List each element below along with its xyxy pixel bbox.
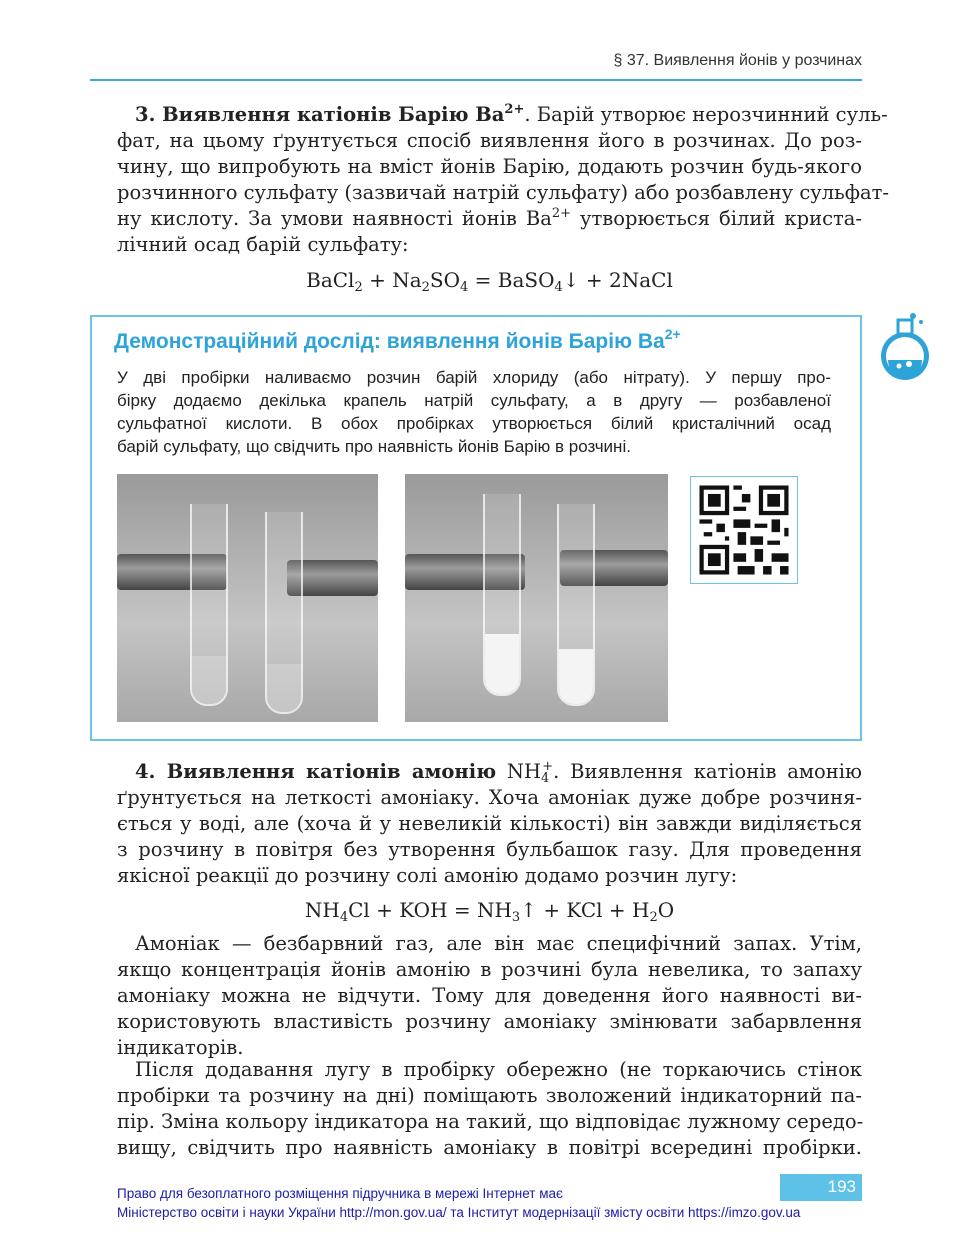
text-line: користовують властивість розчину амоніаку змінювати забарвлення <box>117 1010 862 1033</box>
indicator-paragraph <box>117 1057 862 1161</box>
eq-part: SO <box>429 268 461 292</box>
equation-ammonium <box>117 897 862 923</box>
eq-sub: 4 <box>460 280 469 295</box>
text-line: якісної реакції до розчину солі амонію додамо розчин лугу: <box>117 864 738 887</box>
text-line: пробірки та розчину на дні) поміщають зволожений індикаторний па- <box>117 1084 862 1107</box>
text-line <box>117 102 888 128</box>
text-line: якщо концентрація йонів амонію в розчині була невелика, то запаху <box>117 958 862 981</box>
eq-part: BaCl <box>306 268 355 292</box>
line-text: . Барій утворює нерозчинний суль- <box>524 103 888 126</box>
test-tube <box>190 504 228 706</box>
eq-part: + Na <box>362 268 422 292</box>
liquid <box>267 664 301 712</box>
equation-barium <box>117 267 862 293</box>
footer-line-1: Право для безоплатного розміщення підручника в мережі Інтернет має <box>117 1186 563 1201</box>
running-head: § 37. Виявлення йонів у розчинах <box>613 52 862 69</box>
line-text: ну кислоту. За умови наявності йонів Ba <box>117 207 552 230</box>
footer-line-2: Міністерство освіти і науки України http://mon.gov.ua/ та Інститут модернізації змісту освіти https://imzo.gov.ua <box>117 1205 801 1220</box>
eq-sub: 2 <box>421 280 430 295</box>
text-line: Амоніак — безбарвний газ, але він має специфічний запах. Утім, <box>135 932 862 955</box>
eq-part: Cl + KOH = NH <box>348 898 512 922</box>
eq-sub: 4 <box>339 910 349 925</box>
text-line: амоніаку можна не відчути. Тому для доведення його наявності ви- <box>117 984 862 1007</box>
photo-tubes-after <box>405 474 668 722</box>
eq-part: NH <box>304 898 340 922</box>
eq-part: ↓ + 2NaCl <box>562 268 673 292</box>
section-3-paragraph <box>117 102 890 258</box>
formula-sub: 4 <box>540 771 550 786</box>
text-line: бірку додаємо декілька крапель натрій сульфату, а в другу — розбавленої <box>117 391 831 410</box>
flask-icon <box>877 312 933 382</box>
text-line: пір. Зміна кольору індикатора на такий, що відповідає лужному середо- <box>117 1110 864 1133</box>
text-line: фат, на цьому ґрунтується спосіб виявлення його в розчинах. До роз- <box>117 129 862 152</box>
text-line <box>117 206 862 232</box>
text-line: сульфатної кислоти. В обох пробірках утворюється білий кристалічний осад <box>117 414 831 433</box>
demo-title-sup: 2+ <box>664 326 681 342</box>
text-line: ґрунтується на леткості амоніаку. Хоча амоніак дуже добре розчиня- <box>117 786 862 809</box>
page-number: 193 <box>780 1174 862 1201</box>
ion-charge: 2+ <box>551 206 572 221</box>
text-line: барій сульфату, що свідчить про наявність йонів Барію в розчині. <box>117 437 631 456</box>
eq-sub: 2 <box>354 280 363 295</box>
demo-title-text: Демонстраційний дослід: виявлення йонів Барію Ba <box>114 330 665 353</box>
eq-sub: 4 <box>554 280 563 295</box>
ammonia-paragraph <box>117 931 862 1061</box>
text-line: Після додавання лугу в пробірку обережно (не торкаючись стінок <box>135 1058 862 1081</box>
text-line: з розчину в повітря без утворення бульбашок газу. Для проведення <box>117 838 862 861</box>
section-4-heading: 4. Виявлення катіонів амонію <box>135 760 497 783</box>
text-line: індикаторів. <box>117 1036 244 1059</box>
text-line: чину, що випробують на вміст йонів Барію, додають розчин будь-якого <box>117 155 862 178</box>
section-3-heading <box>135 103 524 126</box>
formula-sup: + <box>542 759 554 774</box>
demo-title <box>114 326 681 354</box>
header-rule <box>90 79 862 81</box>
white-precipitate <box>485 634 519 694</box>
test-tube <box>265 512 303 714</box>
line-text: . Виявлення катіонів амонію <box>553 760 862 783</box>
qr-code[interactable] <box>690 476 798 584</box>
section-4-paragraph <box>117 759 862 889</box>
eq-sub: 3 <box>511 910 521 925</box>
eq-part: = BaSO <box>468 268 555 292</box>
formula-text: NH <box>506 760 541 783</box>
photo-tubes-before <box>117 474 378 722</box>
text-line <box>117 759 862 785</box>
eq-part: ↑ + KCl + H <box>520 898 650 922</box>
line-text: утворюється білий криста- <box>571 207 862 230</box>
test-tube <box>557 504 595 706</box>
liquid <box>192 656 226 704</box>
text-line: лічний осад барій сульфату: <box>117 233 409 256</box>
ammonium-formula <box>506 759 554 786</box>
eq-part: O <box>657 898 675 922</box>
white-precipitate <box>559 649 593 704</box>
text-line: вищу, свідчить про наявність амоніаку в повітрі всередині пробірки. <box>117 1136 862 1159</box>
test-tube <box>483 494 521 696</box>
heading-text: 3. Виявлення катіонів Барію Ba <box>135 103 505 126</box>
demo-description <box>117 366 831 458</box>
text-line: У дві пробірки наливаємо розчин барій хлориду (або нітрату). У першу про- <box>117 368 831 387</box>
text-line: розчинного сульфату (зазвичай натрій сульфату) або розбавлену сульфат- <box>117 181 890 204</box>
heading-sup: 2+ <box>504 102 525 117</box>
text-line: ється у воді, але (хоча й у невеликій кількості) він завжди виділяється <box>117 812 862 835</box>
eq-sub: 2 <box>649 910 658 925</box>
